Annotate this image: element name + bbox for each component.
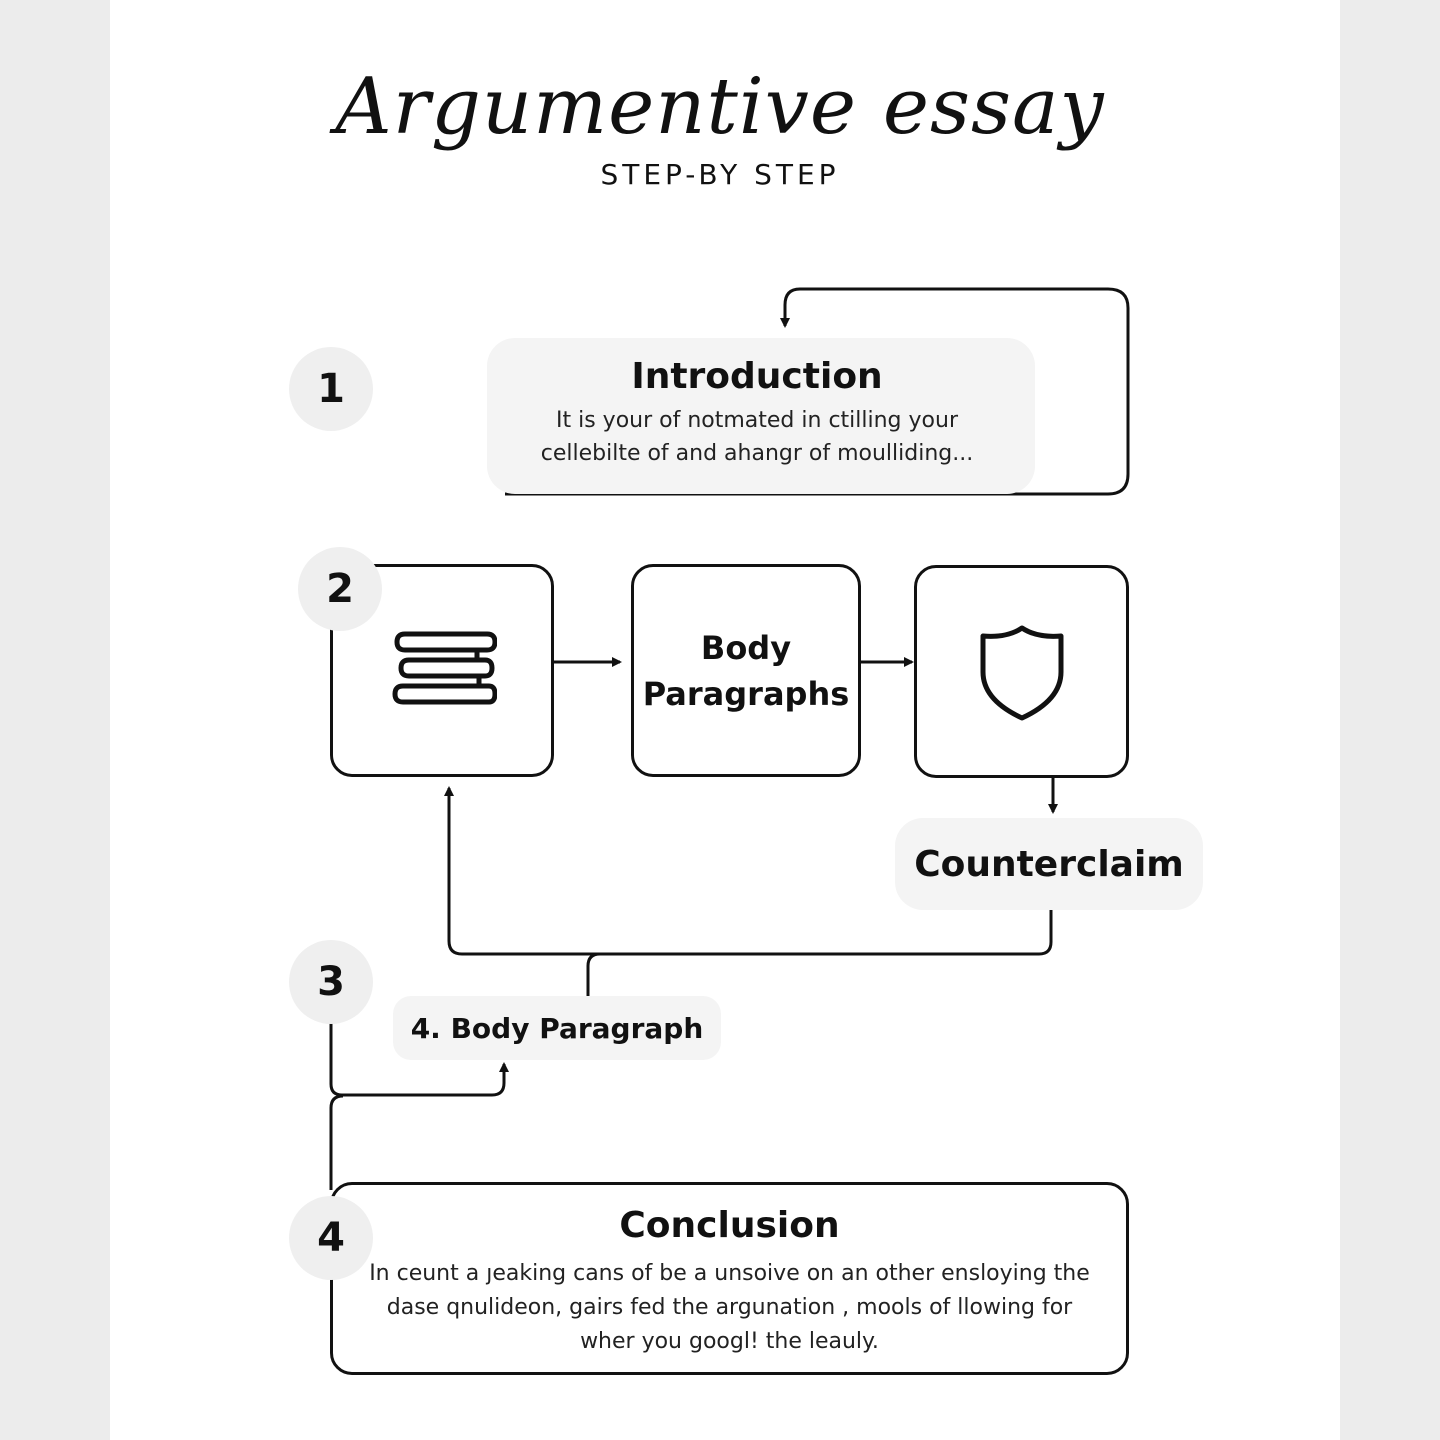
conclusion-heading: Conclusion [619, 1205, 840, 1246]
shield-box [914, 565, 1129, 778]
body-paragraphs-heading-line-1: Body [700, 628, 792, 667]
books-icon [387, 626, 497, 716]
conclusion-text-line-2: dase qnulideon, gairs fed the argunation , mools of llowing for [386, 1295, 1073, 1320]
body-paragraph-label: 4. Body Paragraph [410, 1011, 704, 1045]
page-subtitle: STEP-BY STEP [600, 158, 840, 191]
conclusion-text [333, 1257, 1126, 1359]
introduction-text-line-2: cellebilte of and ahangr of moulliding... [540, 441, 974, 466]
step-2-badge: 2 [298, 547, 382, 631]
body-paragraphs-box [631, 564, 861, 777]
conclusion-text-line-1: In ceunt a ȷeaking cans of be a unsoive on an other ensloying the [369, 1261, 1090, 1286]
counterclaim-card [895, 818, 1203, 910]
body-paragraphs-heading-line-2: Paragraphs [642, 674, 850, 713]
page-title: Argumentive essay [335, 62, 1105, 152]
shield-icon [977, 622, 1067, 722]
branch-to-body-paragraph [588, 954, 600, 996]
step-3-badge: 3 [289, 940, 373, 1024]
conclusion-text-line-3: wher you googl! the leauly. [580, 1329, 879, 1354]
counterclaim-label: Counterclaim [914, 843, 1184, 885]
step-1-badge: 1 [289, 347, 373, 431]
step-4-badge: 4 [289, 1196, 373, 1280]
introduction-text [487, 404, 1027, 470]
introduction-card [487, 338, 1035, 494]
introduction-text-line-1: It is your of notmated in ctilling your [556, 408, 958, 433]
conclusion-box [330, 1182, 1129, 1375]
conclusion-riser-connector [331, 1096, 343, 1190]
introduction-heading: Introduction [631, 356, 883, 397]
body-paragraph-card [393, 996, 721, 1060]
